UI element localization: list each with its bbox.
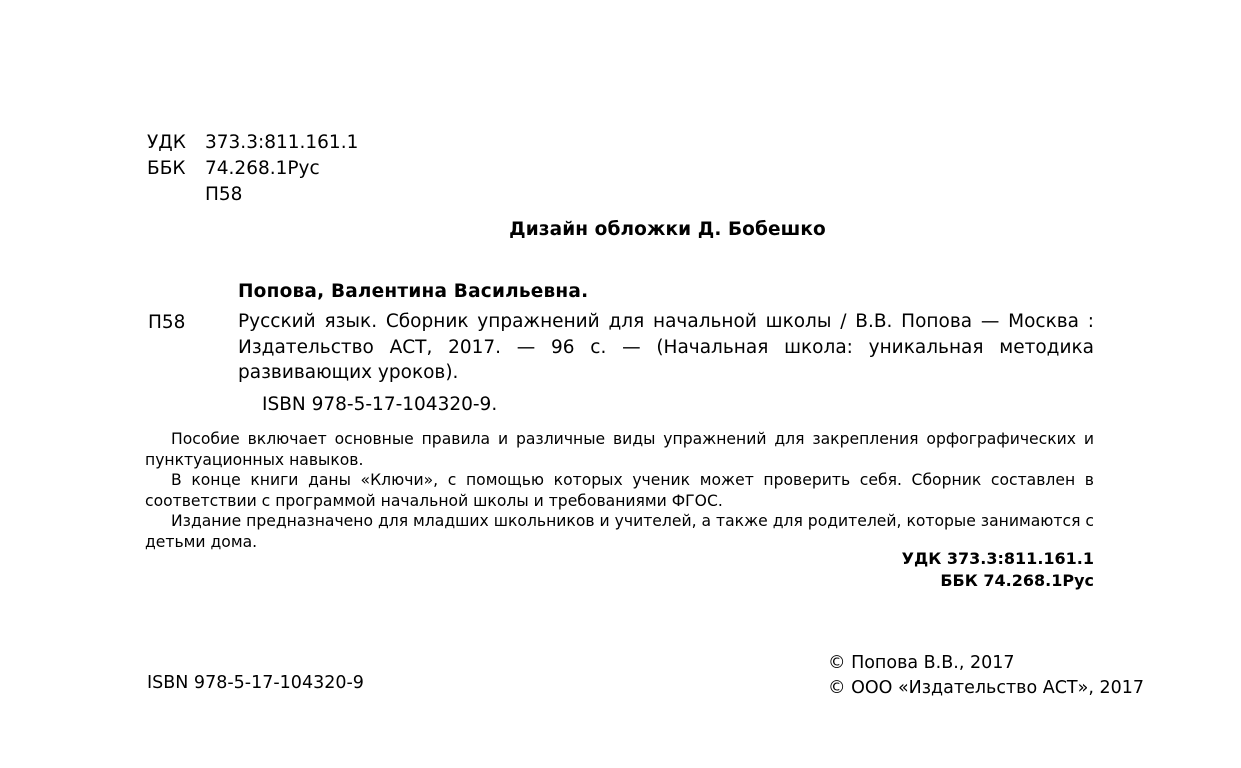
copyright-author: © Попова В.В., 2017 — [828, 653, 1015, 673]
classification-repeat-udk: УДК 373.3:811.161.1 — [901, 549, 1094, 568]
bibliographic-record — [238, 281, 1094, 386]
author-mark-value: П58 — [205, 184, 243, 205]
copyright-block — [828, 651, 1144, 701]
author-mark-label — [147, 182, 205, 208]
footer-isbn: ISBN 978-5-17-104320-9 — [147, 673, 364, 693]
record-author-mark: П58 — [148, 312, 186, 333]
record-author-name: Попова, Валентина Васильевна. — [238, 281, 589, 302]
annotation-block — [145, 429, 1094, 552]
classification-block — [147, 130, 358, 208]
annotation-paragraph-1: Пособие включает основные правила и различные виды упражнений для закрепления орфографических и пунктуационных навыков. — [145, 430, 1094, 469]
udk-label: УДК — [147, 132, 186, 153]
classification-repeat-bbk: ББК 74.268.1Рус — [940, 571, 1094, 590]
cover-designer-credit — [0, 219, 1241, 240]
classification-row-udk — [147, 130, 358, 156]
classification-row-bbk — [147, 156, 358, 182]
classification-row-author-mark — [147, 182, 358, 208]
bbk-value: 74.268.1Рус — [205, 158, 320, 179]
record-description: Русский язык. Сборник упражнений для начальной школы / В.В. Попова — Москва : Издательство АСТ, 2017. — 96 с. — (Начальная школа: уникальная методика развивающих уроков). — [238, 311, 1094, 383]
annotation-paragraph-3: Издание предназначено для младших школьников и учителей, а также для родителей, которые занимаются с детьми дома. — [145, 512, 1094, 551]
annotation-paragraph-2: В конце книги даны «Ключи», с помощью которых ученик может проверить себя. Сборник составлен в соответствии с программой начальной школы и требованиями ФГОС. — [145, 471, 1094, 510]
cover-designer-text: Дизайн обложки Д. Бобешко — [509, 219, 826, 240]
record-isbn: ISBN 978-5-17-104320-9. — [262, 394, 498, 415]
udk-value: 373.3:811.161.1 — [205, 132, 359, 153]
copyright-publisher: © ООО «Издательство АСТ», 2017 — [828, 678, 1144, 698]
bbk-label: ББК — [147, 158, 186, 179]
classification-repeat-block — [902, 548, 1094, 592]
